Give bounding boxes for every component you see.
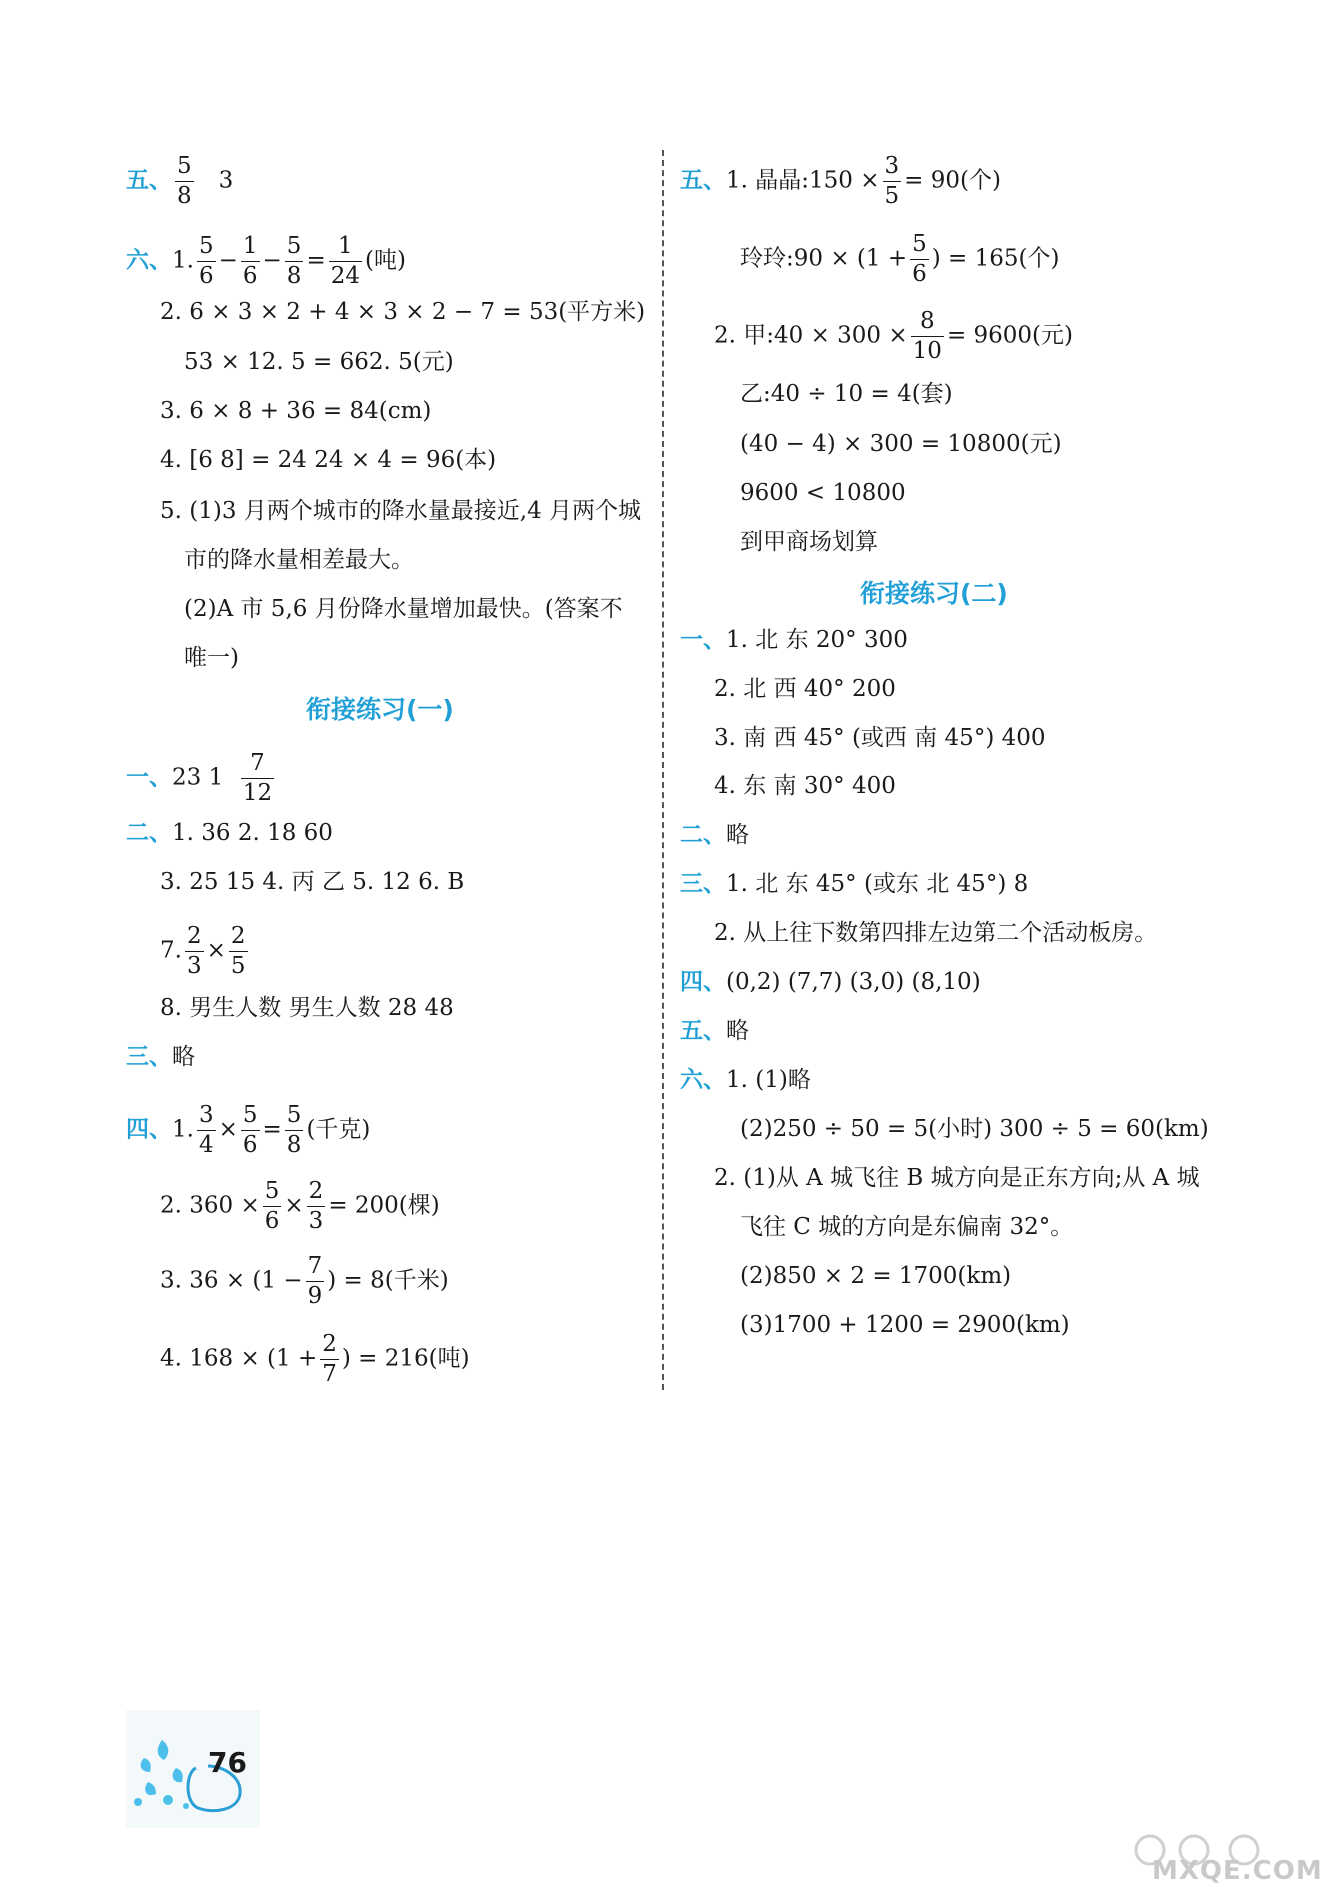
- answer-6-1: 六、1. $\frac{5}{6}$ − $\frac{1}{6}$ − $\frac{5}{8}$ = $\frac{1}{24}$ (吨): [126, 233, 406, 289]
- p1-answer-2: 二、1. 36 2. 18 60: [126, 820, 333, 846]
- r-answer-5-1b: 玲玲:90 × (1 + $\frac{5}{6}$ ) = 165(个): [740, 231, 1060, 287]
- p2-answer-4: 四、(0,2) (7,7) (3,0) (8,10): [680, 969, 981, 995]
- fraction: $\frac{2}{5}$: [230, 923, 246, 979]
- p1-answer-3: 三、略: [126, 1044, 195, 1070]
- fraction: $\frac{2}{3}$: [186, 923, 202, 979]
- p1-answer-4-3: 3. 36 × (1 − $\frac{7}{9}$ ) = 8(千米): [160, 1253, 449, 1309]
- fraction: $\frac{8}{10}$: [912, 308, 942, 364]
- p2-answer-6-2: 2. (1)从 A 城飞往 B 城方向是正东方向;从 A 城: [714, 1165, 1200, 1191]
- p2-answer-2: 二、略: [680, 822, 749, 848]
- p2-answer-6-2b: 飞往 C 城的方向是东偏南 32°。: [740, 1214, 1074, 1240]
- r-answer-5-2b: 乙:40 ÷ 10 = 4(套): [740, 381, 953, 407]
- r-answer-5-2d: 9600 < 10800: [740, 480, 906, 506]
- p2-answer-1-3: 3. 南 西 45° (或西 南 45°) 400: [714, 725, 1046, 751]
- p1-answer-2-7: 7. $\frac{2}{3}$ × $\frac{2}{5}$: [160, 923, 246, 979]
- fraction: $\frac{5}{8}$: [286, 1102, 302, 1158]
- p2-answer-1-1: 一、1. 北 东 20° 300: [680, 627, 908, 653]
- fraction: $\frac{3}{5}$: [884, 153, 900, 209]
- fraction: $\frac{5}{6}$: [242, 1102, 258, 1158]
- p1-answer-2-8: 8. 男生人数 男生人数 28 48: [160, 995, 454, 1021]
- p1-answer-2-3: 3. 25 15 4. 丙 乙 5. 12 6. B: [160, 869, 465, 895]
- p2-answer-5: 五、略: [680, 1018, 749, 1044]
- answer-6-5c: (2)A 市 5,6 月份降水量增加最快。(答案不: [184, 596, 623, 622]
- fraction: $\frac{7}{9}$: [307, 1253, 323, 1309]
- fraction: $\frac{5}{8}$: [177, 153, 192, 209]
- p2-answer-1-2: 2. 北 西 40° 200: [714, 676, 896, 702]
- answer-6-2: 2. 6 × 3 × 2 + 4 × 3 × 2 − 7 = 53(平方米): [160, 299, 646, 325]
- heading-practice-1: 衔接练习(一): [306, 695, 454, 724]
- p1-answer-1: 一、23 1 $\frac{7}{12}$: [126, 750, 273, 806]
- answer-6-5d: 唯一): [184, 645, 239, 671]
- r-answer-5-2e: 到甲商场划算: [740, 529, 878, 555]
- answer-6-5a: 5. (1)3 月两个城市的降水量最接近,4 月两个城: [160, 498, 642, 524]
- watermark-text: MXQE.COM: [1152, 1856, 1323, 1886]
- r-answer-5-2: 2. 甲:40 × 300 × $\frac{8}{10}$ = 9600(元): [714, 308, 1073, 364]
- heading-practice-2: 衔接练习(二): [860, 579, 1008, 608]
- p1-answer-4-2: 2. 360 × $\frac{5}{6}$ × $\frac{2}{3}$ = 200(棵): [160, 1178, 440, 1234]
- fraction: $\frac{3}{4}$: [198, 1102, 214, 1158]
- fraction: $\frac{5}{6}$: [912, 231, 927, 287]
- p2-answer-3-2: 2. 从上往下数第四排左边第二个活动板房。: [714, 920, 1158, 946]
- answer-5: 五、 $\frac{5}{8}$ 3: [126, 153, 234, 209]
- answer-6-4: 4. [6 8] = 24 24 × 4 = 96(本): [160, 447, 497, 473]
- p2-answer-6-2d: (3)1700 + 1200 = 2900(km): [740, 1312, 1070, 1338]
- fraction: $\frac{2}{3}$: [308, 1178, 324, 1234]
- answer-6-2b: 53 × 12. 5 = 662. 5(元): [184, 349, 454, 375]
- fraction: $\frac{7}{12}$: [242, 750, 273, 806]
- answer-6-5b: 市的降水量相差最大。: [184, 547, 414, 573]
- fraction: $\frac{1}{6}$: [242, 233, 258, 289]
- p2-answer-1-4: 4. 东 南 30° 400: [714, 773, 896, 799]
- fraction: $\frac{2}{7}$: [322, 1331, 337, 1387]
- answer-6-3: 3. 6 × 8 + 36 = 84(cm): [160, 398, 432, 424]
- p2-answer-6-1: 六、1. (1)略: [680, 1067, 811, 1093]
- p2-answer-3-1: 三、1. 北 东 45° (或东 北 45°) 8: [680, 871, 1029, 897]
- fraction: $\frac{5}{6}$: [264, 1178, 280, 1234]
- page-number: 76: [208, 1746, 247, 1779]
- p1-answer-4-4: 4. 168 × (1 + $\frac{2}{7}$ ) = 216(吨): [160, 1331, 470, 1387]
- r-answer-5-2c: (40 − 4) × 300 = 10800(元): [740, 431, 1062, 457]
- column-divider: [662, 150, 664, 1390]
- section-label: 五、: [126, 167, 172, 194]
- fraction: $\frac{5}{8}$: [286, 233, 302, 289]
- p2-answer-6-1b: (2)250 ÷ 50 = 5(小时) 300 ÷ 5 = 60(km): [740, 1116, 1209, 1142]
- fraction: $\frac{1}{24}$: [330, 233, 360, 289]
- fraction: $\frac{5}{6}$: [198, 233, 214, 289]
- p1-answer-4-1: 四、1. $\frac{3}{4}$ × $\frac{5}{6}$ = $\frac{5}{8}$ (千克): [126, 1102, 371, 1158]
- p2-answer-6-2c: (2)850 × 2 = 1700(km): [740, 1263, 1012, 1289]
- r-answer-5-1: 五、1. 晶晶:150 × $\frac{3}{5}$ = 90(个): [680, 153, 1001, 209]
